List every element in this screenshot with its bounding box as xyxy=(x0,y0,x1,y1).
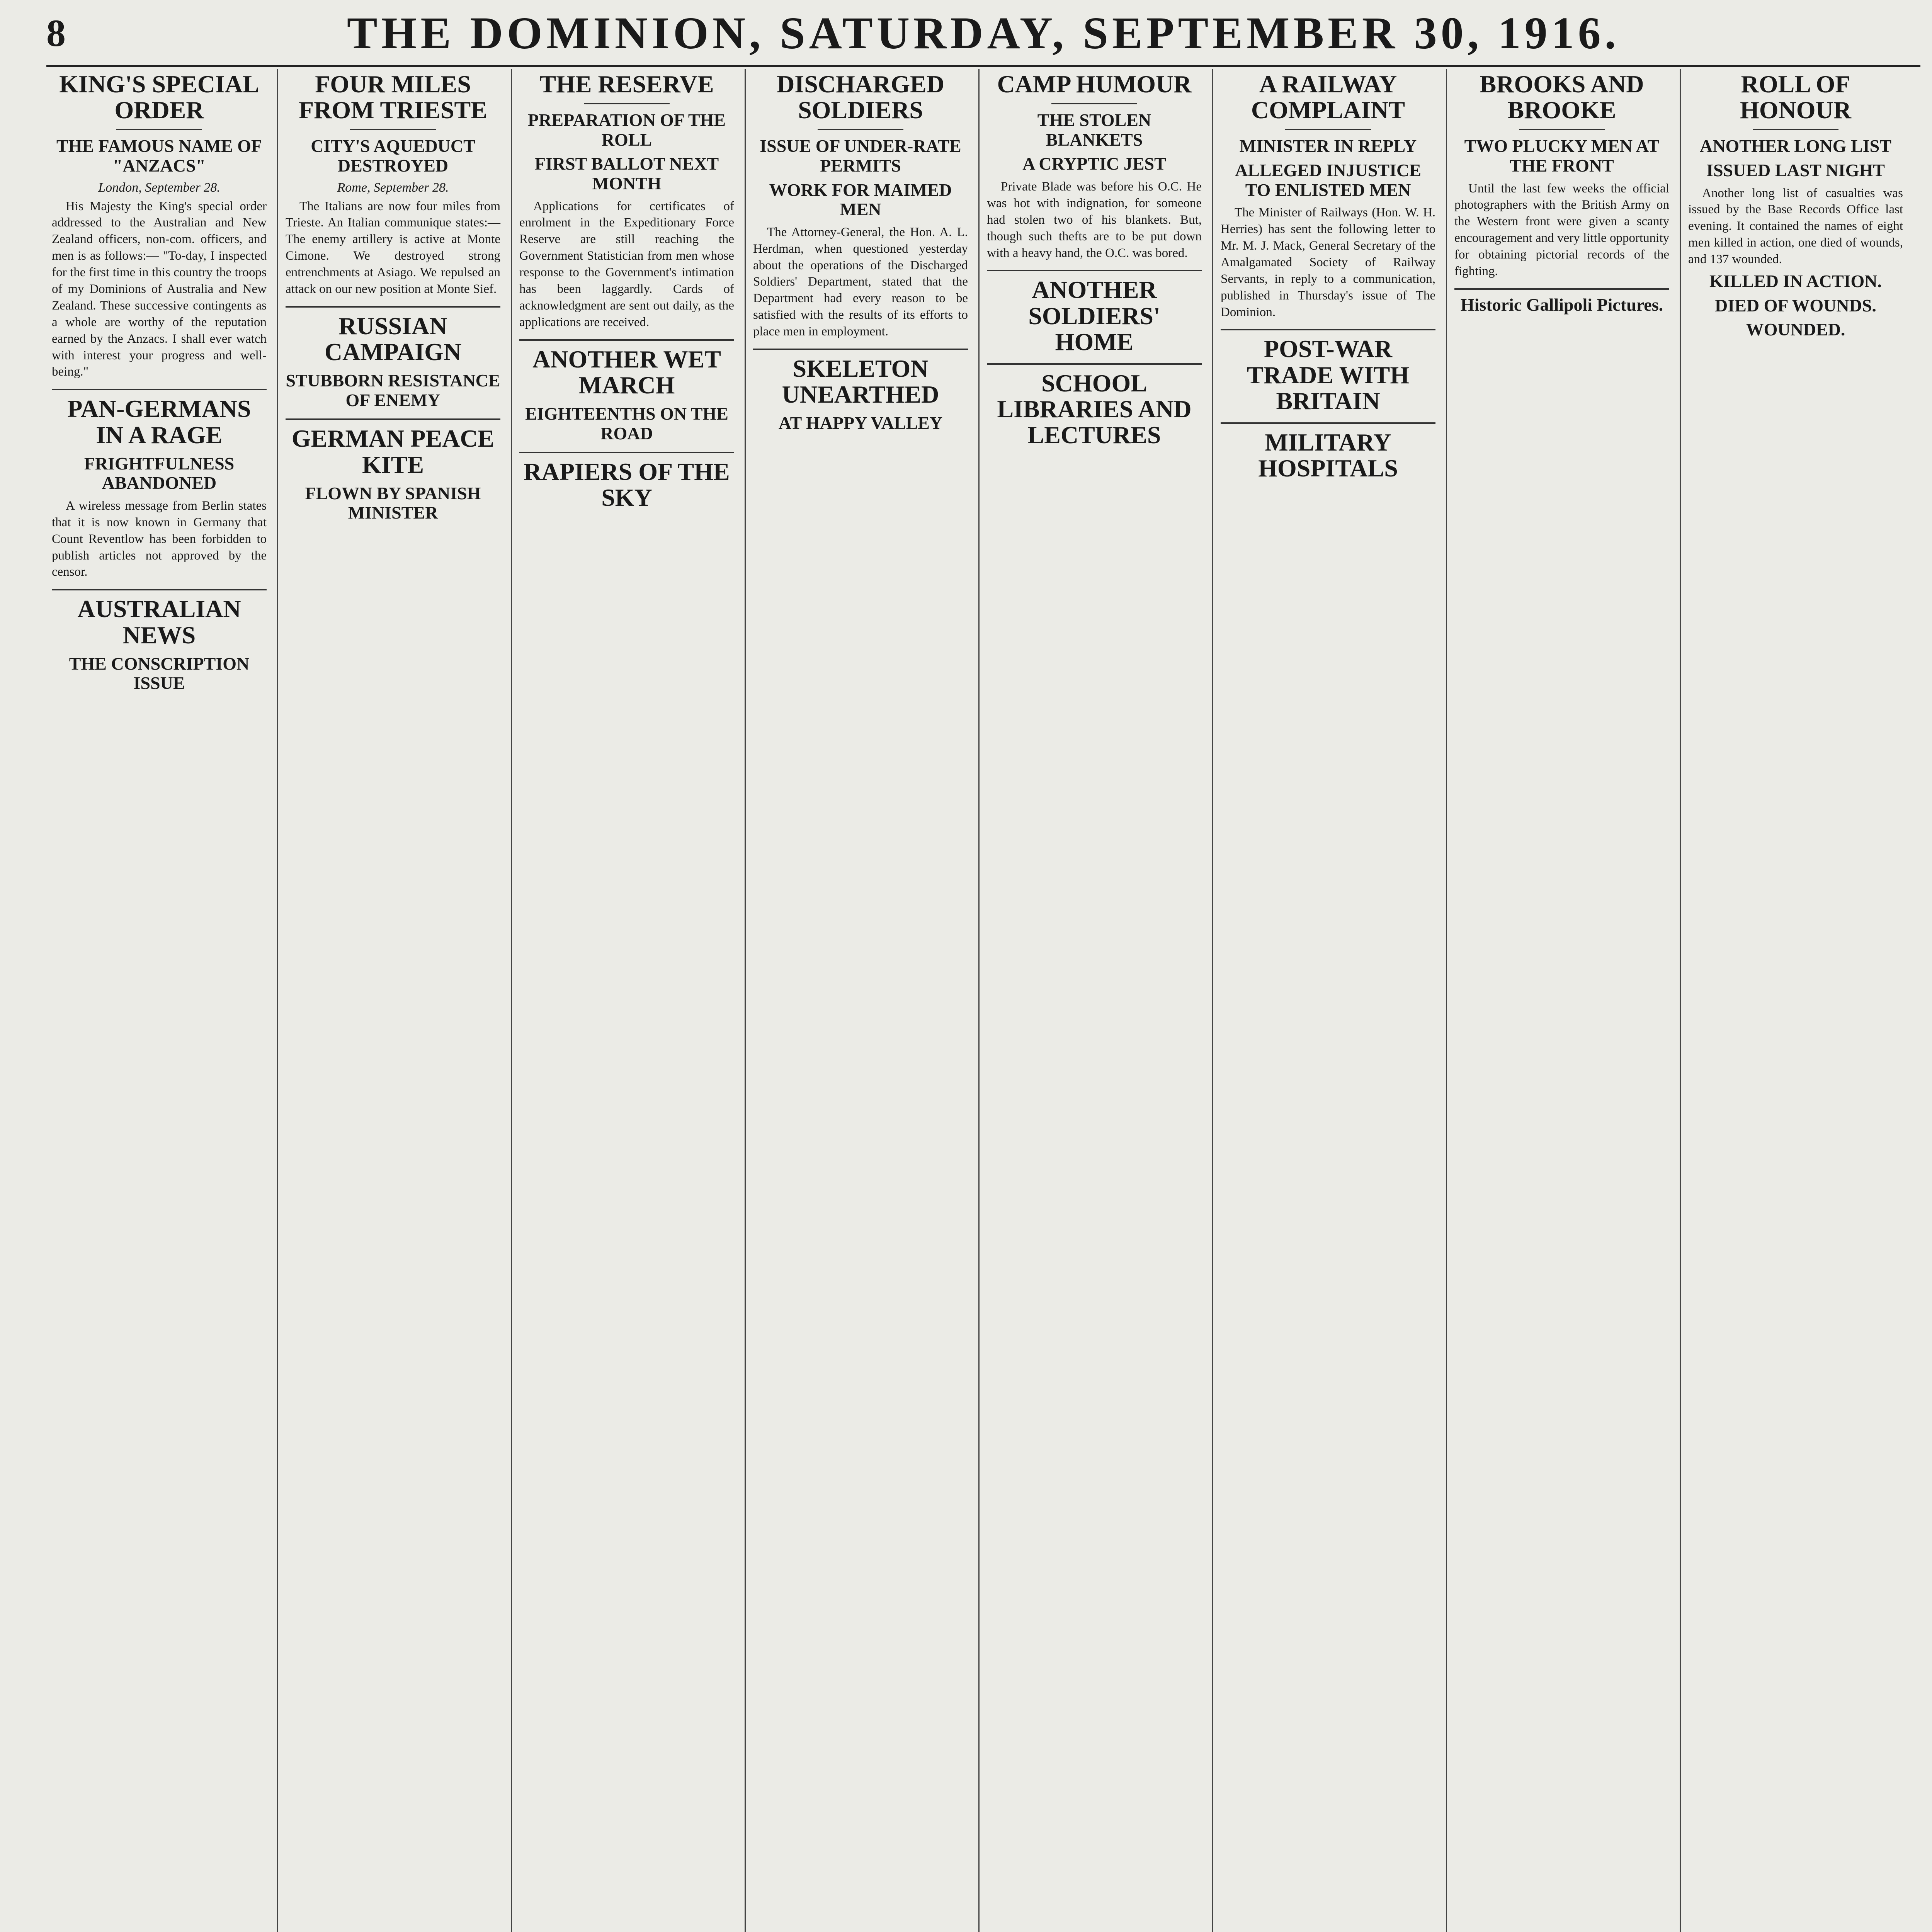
subheadline: ISSUE OF UNDER-RATE PERMITS xyxy=(760,136,961,175)
section-heading: WOUNDED. xyxy=(1746,320,1845,340)
headline: RAPIERS OF THE SKY xyxy=(524,458,730,512)
article-body: A wireless message from Berlin states that it is now known in Germany that Count Reventlow has been forbidden to publish articles not approved by the censor. xyxy=(52,498,267,579)
newspaper-title: THE DOMINION, SATURDAY, SEPTEMBER 30, 1916. xyxy=(347,8,1620,58)
headline: PAN-GERMANS IN A RAGE xyxy=(67,395,251,449)
headline: POST-WAR TRADE WITH BRITAIN xyxy=(1247,335,1410,415)
article-body: The Minister of Railways (Hon. W. H. Herries) has sent the following letter to Mr. M. J. Mack, General Secretary of the Amalgamated Society of Railway Servants, in reply to a communication, published in Thursday's issue of The Dominion. xyxy=(1221,206,1435,319)
subheadline: ANOTHER LONG LIST xyxy=(1700,136,1891,156)
dateline: London, September 28. xyxy=(98,180,220,195)
article-body: Until the last few weeks the official photographers with the British Army on the Western front were given a scanty encouragement and very little opportunity for obtaining pictorial records of the fighting. xyxy=(1454,181,1669,279)
headline: ANOTHER WET MARCH xyxy=(532,345,721,399)
subheadline: EIGHTEENTHS ON THE ROAD xyxy=(525,404,728,443)
subheadline: THE STOLEN BLANKETS xyxy=(1037,110,1151,150)
column-roll-of-honour xyxy=(1683,69,1908,1932)
headline: ANOTHER SOLDIERS' HOME xyxy=(1028,276,1160,355)
subheadline: MINISTER IN REPLY xyxy=(1239,136,1417,156)
column-camp-humour xyxy=(981,69,1207,1932)
page-number: 8 xyxy=(46,12,66,54)
dateline: Rome, September 28. xyxy=(337,180,449,195)
headline: A RAILWAY COMPLAINT xyxy=(1251,70,1405,124)
article-body: His Majesty the King's special order addressed to the Australian and New Zealand officers, non-com. officers, and men is as follows:— "To-day, I inspected for the first time in this country the troops of my Dominions of Australia and New Zealand. These successive contingents as a whole are worthy of the reputation earned by the Anzacs. I shall ever watch with interest your progress and well-being." xyxy=(52,199,267,379)
subheadline: PREPARATION OF THE ROLL xyxy=(528,110,726,150)
headline: MILITARY HOSPITALS xyxy=(1258,428,1398,482)
headline: AUSTRALIAN NEWS xyxy=(77,595,241,649)
headline: RUSSIAN CAMPAIGN xyxy=(324,312,462,366)
column-discharged-soldiers xyxy=(748,69,973,1932)
article-body: The Attorney-General, the Hon. A. L. Herdman, when questioned yesterday about the operations of the Discharged Soldiers' Department, stated that the Department had every reason to be satisfied with the results of its efforts to place men in employment. xyxy=(753,225,968,339)
column-brooks xyxy=(1449,69,1675,1932)
subheadline: ALLEGED INJUSTICE TO ENLISTED MEN xyxy=(1235,160,1421,200)
headline: SCHOOL LIBRARIES AND LECTURES xyxy=(997,369,1192,449)
article-body: Another long list of casualties was issued by the Base Records Office last evening. It contained the names of eight men killed in action, one died of wounds, and 137 wounded. xyxy=(1688,186,1903,267)
article-body: The Italians are now four miles from Trieste. An Italian communique states:—The enemy artillery is active at Monte Cimone. We destroyed strong entrenchments at Asiago. We repulsed an attack on our new position at Monte Sief. xyxy=(286,199,500,296)
column-railway-complaint xyxy=(1215,69,1441,1932)
subheadline: TWO PLUCKY MEN AT THE FRONT xyxy=(1464,136,1660,175)
subheadline: CITY'S AQUEDUCT DESTROYED xyxy=(311,136,475,175)
subheadline: A CRYPTIC JEST xyxy=(1022,154,1166,174)
headline: DISCHARGED SOLDIERS xyxy=(777,70,944,124)
subheadline: AT HAPPY VALLEY xyxy=(778,413,943,433)
subheadline: THE CONSCRIPTION ISSUE xyxy=(69,653,250,693)
headline: FOUR MILES FROM TRIESTE xyxy=(299,70,487,124)
column-trieste xyxy=(280,69,506,1932)
article-body: Applications for certificates of enrolment in the Expeditionary Force Reserve are still reaching the Government Statistician from men whose response to the Government's intimation has been laggardly. Cards of acknowledgment are sent out daily, as the applications are received. xyxy=(519,199,734,329)
headline: CAMP HUMOUR xyxy=(997,70,1192,98)
headline: ROLL OF HONOUR xyxy=(1740,70,1851,124)
headline: SKELETON UNEARTHED xyxy=(782,354,939,408)
headline: GERMAN PEACE KITE xyxy=(291,425,495,478)
subheadline: FLOWN BY SPANISH MINISTER xyxy=(305,483,481,523)
subheadline: FRIGHTFULNESS ABANDONED xyxy=(84,453,235,493)
headline: BROOKS AND BROOKE xyxy=(1480,70,1644,124)
section-heading: KILLED IN ACTION. xyxy=(1709,271,1882,291)
masthead xyxy=(46,7,1920,67)
column-kings-order xyxy=(46,69,272,1932)
subheadline: ISSUED LAST NIGHT xyxy=(1706,160,1885,180)
headline: KING'S SPECIAL ORDER xyxy=(59,70,259,124)
section-heading: DIED OF WOUNDS. xyxy=(1715,295,1876,315)
subheadline: THE FAMOUS NAME OF "ANZACS" xyxy=(56,136,262,175)
subheadline: FIRST BALLOT NEXT MONTH xyxy=(534,154,719,193)
headline: THE RESERVE xyxy=(539,70,714,98)
column-reserve xyxy=(514,69,740,1932)
subheadline: STUBBORN RESISTANCE OF ENEMY xyxy=(286,371,500,410)
subheadline: Historic Gallipoli Pictures. xyxy=(1460,294,1663,315)
article-body: Private Blade was before his O.C. He was hot with indignation, for someone had stolen two of his blankets. But, though such thefts are to be put down with a heavy hand, the O.C. was bored. xyxy=(987,179,1202,260)
subheadline: WORK FOR MAIMED MEN xyxy=(769,180,952,219)
